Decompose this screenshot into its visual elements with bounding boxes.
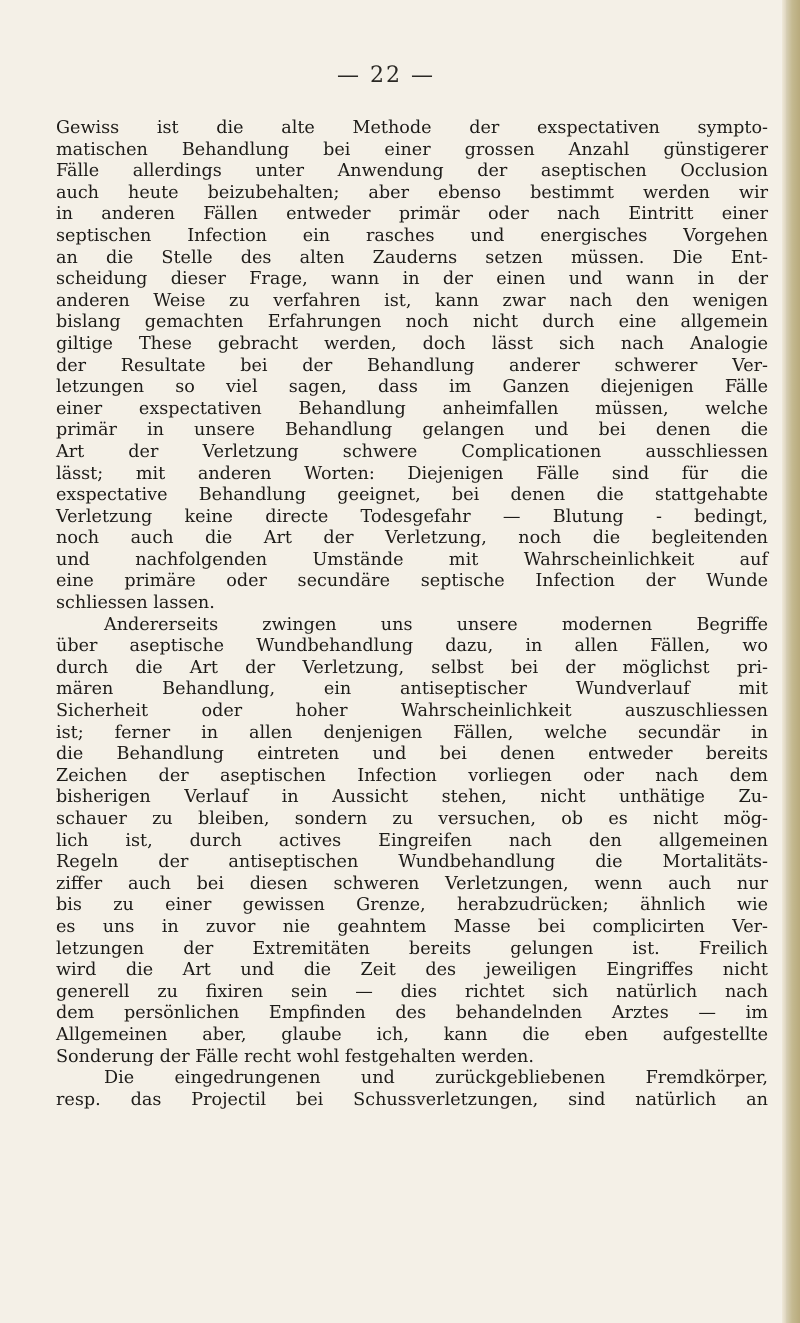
- text-line: schauer zu bleiben, sondern zu versuchen, ob es nicht mög-: [56, 809, 768, 829]
- text-line: anderen Weise zu verfahren ist, kann zwar nach den wenigen: [56, 290, 768, 311]
- text-line: bisherigen Verlauf in Aussicht stehen, nicht unthätige Zu-: [56, 787, 768, 808]
- text-line: letzungen so viel sagen, dass im Ganzen diejenigen Fälle: [56, 377, 768, 398]
- text-line: einer exspectativen Behandlung anheimfallen müssen, welche: [56, 398, 768, 419]
- text-line: in anderen Fällen entweder primär oder nach Eintritt einer: [56, 204, 768, 225]
- text-line: über aseptische Wundbehandlung dazu, in allen Fällen, wo: [56, 636, 768, 657]
- text-line: Sonderung der Fälle recht wohl festgehalten werden.: [56, 1046, 534, 1067]
- text-line: resp. das Projectil bei Schussverletzungen, sind natürlich an: [56, 1089, 768, 1110]
- text-line: exspectative Behandlung geeignet, bei denen die stattgehabte: [56, 485, 768, 506]
- text-line: Sicherheit oder hoher Wahrscheinlichkeit auszuschliessen: [56, 701, 768, 722]
- text-line: lässt; mit anderen Worten: Diejenigen Fälle sind für die: [56, 463, 768, 484]
- text-line: scheidung dieser Frage, wann in der einen und wann in der: [56, 269, 768, 290]
- text-line: Fälle allerdings unter Anwendung der aseptischen Occlusion: [56, 161, 768, 182]
- text-line: Die eingedrungenen und zurückgebliebenen Fremdkörper,: [104, 1068, 768, 1089]
- text-line: primär in unsere Behandlung gelangen und bei denen die: [56, 420, 768, 441]
- page-edge: [786, 0, 800, 1323]
- text-line: schliessen lassen.: [56, 593, 215, 614]
- text-line: an die Stelle des alten Zauderns setzen müssen. Die Ent-: [56, 247, 768, 268]
- text-line: und nachfolgenden Umstände mit Wahrscheinlichkeit auf: [56, 549, 768, 570]
- text-line: Zeichen der aseptischen Infection vorliegen oder nach dem: [56, 765, 768, 786]
- text-line: lich ist, durch actives Eingreifen nach den allgemeinen: [56, 830, 768, 851]
- text-line: Regeln der antiseptischen Wundbehandlung die Mortalitäts-: [56, 852, 768, 873]
- text-line: der Resultate bei der Behandlung anderer schwerer Ver-: [56, 355, 768, 376]
- text-line: septischen Infection ein rasches und energisches Vorgehen: [56, 225, 768, 246]
- text-line: auch heute beizubehalten; aber ebenso bestimmt werden wir: [56, 182, 768, 203]
- text-line: Art der Verletzung schwere Complicationen ausschliessen: [56, 441, 768, 462]
- text-line: generell zu fixiren sein — dies richtet sich natürlich nach: [56, 981, 768, 1002]
- text-line: es uns in zuvor nie geahntem Masse bei complicirten Ver-: [56, 916, 768, 937]
- text-line: mären Behandlung, ein antiseptischer Wundverlauf mit: [56, 679, 768, 700]
- text-line: ist; ferner in allen denjenigen Fällen, welche secundär in: [56, 722, 768, 743]
- text-line: bislang gemachten Erfahrungen noch nicht durch eine allgemein: [56, 312, 768, 333]
- text-line: eine primäre oder secundäre septische Infection der Wunde: [56, 571, 768, 592]
- body-text: [56, 118, 768, 1111]
- text-line: Verletzung keine directe Todesgefahr — Blutung - bedingt,: [56, 506, 768, 527]
- text-line: giltige These gebracht werden, doch lässt sich nach Analogie: [56, 333, 768, 354]
- text-line: die Behandlung eintreten und bei denen entweder bereits: [56, 744, 768, 765]
- text-line: durch die Art der Verletzung, selbst bei der möglichst pri-: [56, 657, 768, 678]
- text-line: Allgemeinen aber, glaube ich, kann die eben aufgestellte: [56, 1024, 768, 1045]
- text-line: matischen Behandlung bei einer grossen Anzahl günstigerer: [56, 139, 768, 160]
- text-line: noch auch die Art der Verletzung, noch die begleitenden: [56, 528, 768, 549]
- text-line: Andererseits zwingen uns unsere modernen Begriffe: [104, 614, 768, 635]
- page-number: — 22 —: [337, 63, 435, 88]
- text-line: bis zu einer gewissen Grenze, herabzudrücken; ähnlich wie: [56, 895, 768, 916]
- text-line: Gewiss ist die alte Methode der exspectativen sympto-: [56, 118, 768, 138]
- text-line: dem persönlichen Empfinden des behandelnden Arztes — im: [56, 1003, 768, 1024]
- text-line: wird die Art und die Zeit des jeweiligen Eingriffes nicht: [56, 960, 768, 981]
- text-line: letzungen der Extremitäten bereits gelungen ist. Freilich: [56, 938, 768, 959]
- text-line: ziffer auch bei diesen schweren Verletzungen, wenn auch nur: [56, 873, 768, 894]
